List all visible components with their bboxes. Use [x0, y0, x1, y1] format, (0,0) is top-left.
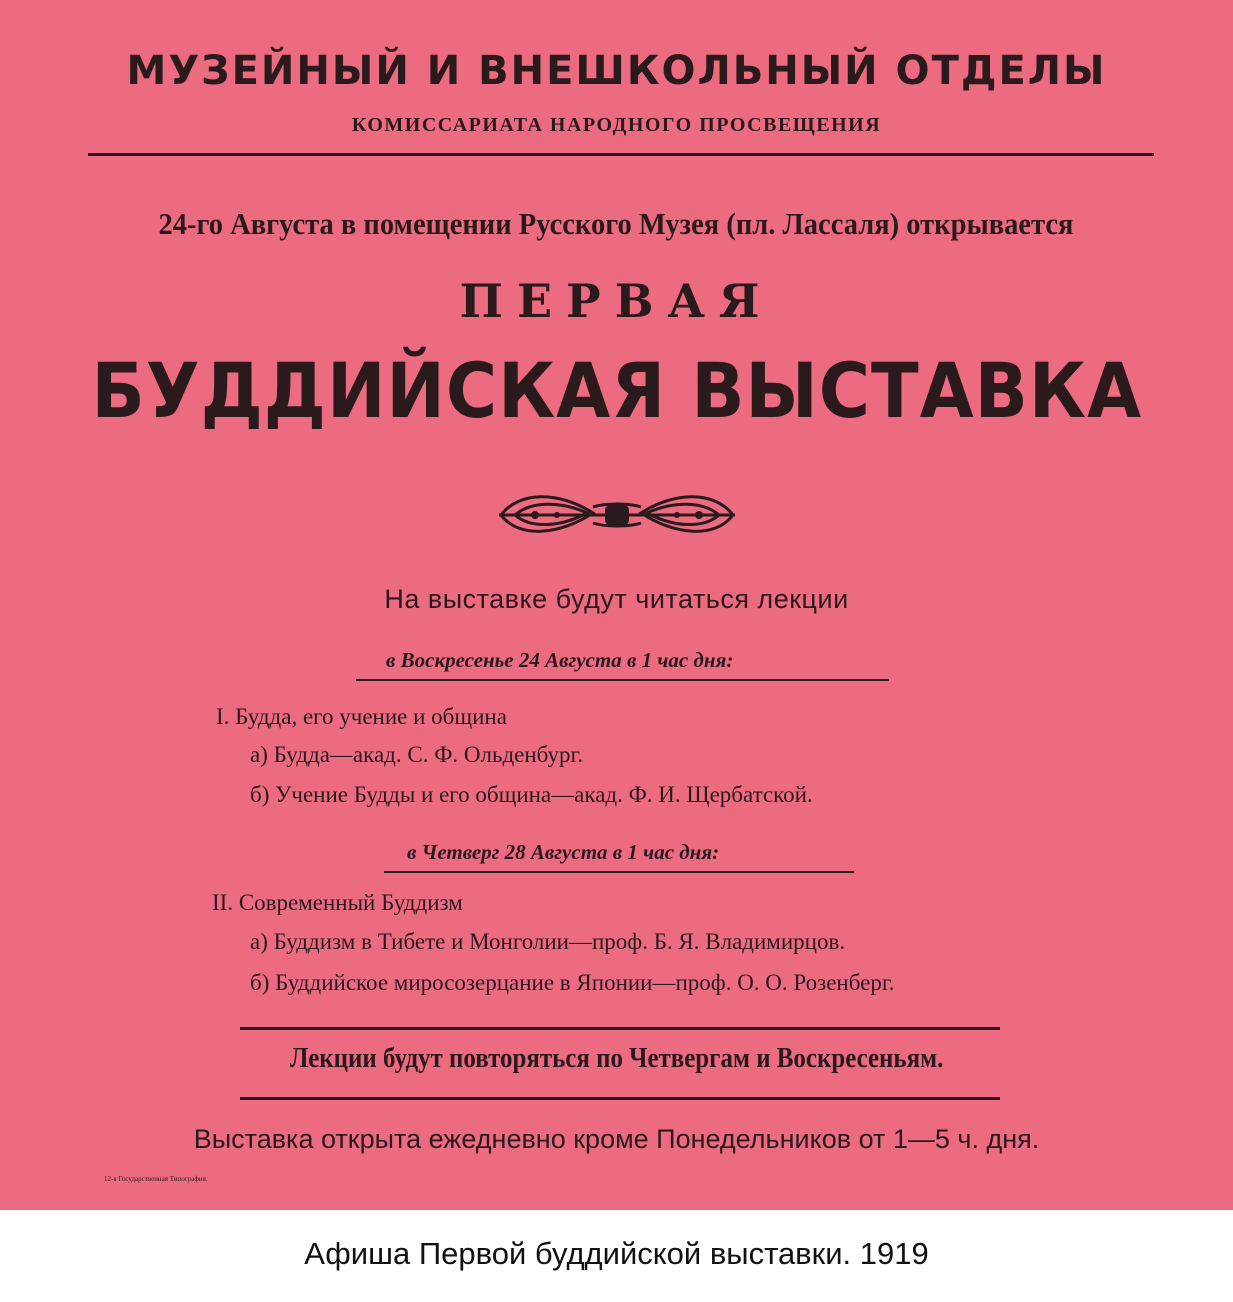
vajra-icon: [497, 477, 737, 549]
printer-imprint: 12-я Государственная Типография.: [104, 1175, 208, 1183]
header-divider: [88, 153, 1154, 156]
lecture-item: б) Буддийское миросозерцание в Японии—проф. О. О. Розенберг.: [250, 970, 895, 995]
department-subtitle: КОМИССАРИАТА НАРОДНОГО ПРОСВЕЩЕНИЯ: [351, 114, 882, 136]
lectures-heading: На выставке будут читаться лекции: [384, 584, 849, 614]
divider: [240, 1027, 1000, 1030]
image-caption: Афиша Первой буддийской выставки. 1919: [304, 1236, 929, 1271]
lecture-topic: I. Будда, его учение и община: [216, 704, 507, 729]
divider: [240, 1097, 1000, 1100]
headline-main: БУДДИЙСКАЯ ВЫСТАВКА: [91, 346, 1142, 435]
session-date: в Воскресенье 24 Августа в 1 час дня:: [386, 648, 734, 672]
lecture-item: б) Учение Будды и его община—акад. Ф. И. Щербатской.: [250, 782, 813, 807]
headline-first: ПЕРВАЯ: [459, 274, 774, 328]
department-title: МУЗЕЙНЫЙ И ВНЕШКОЛЬНЫЙ ОТДЕЛЫ: [126, 48, 1107, 94]
date-underline: [384, 871, 854, 873]
date-underline: [356, 679, 889, 681]
lecture-item: а) Будда—акад. С. Ф. Ольденбург.: [250, 742, 584, 767]
opening-announcement: 24-го Августа в помещении Русского Музея (пл. Лассаля) открывается: [158, 206, 1074, 241]
session-date: в Четверг 28 Августа в 1 час дня:: [407, 840, 720, 864]
lecture-item: а) Буддизм в Тибете и Монголии—проф. Б. Я. Владимирцов.: [250, 929, 846, 954]
repeat-note: Лекции будут повторяться по Четвергам и Воскресеньям.: [289, 1042, 944, 1074]
lecture-topic: II. Современный Буддизм: [212, 890, 463, 915]
opening-hours: Выставка открыта ежедневно кроме Понедельников от 1—5 ч. дня.: [193, 1124, 1040, 1154]
